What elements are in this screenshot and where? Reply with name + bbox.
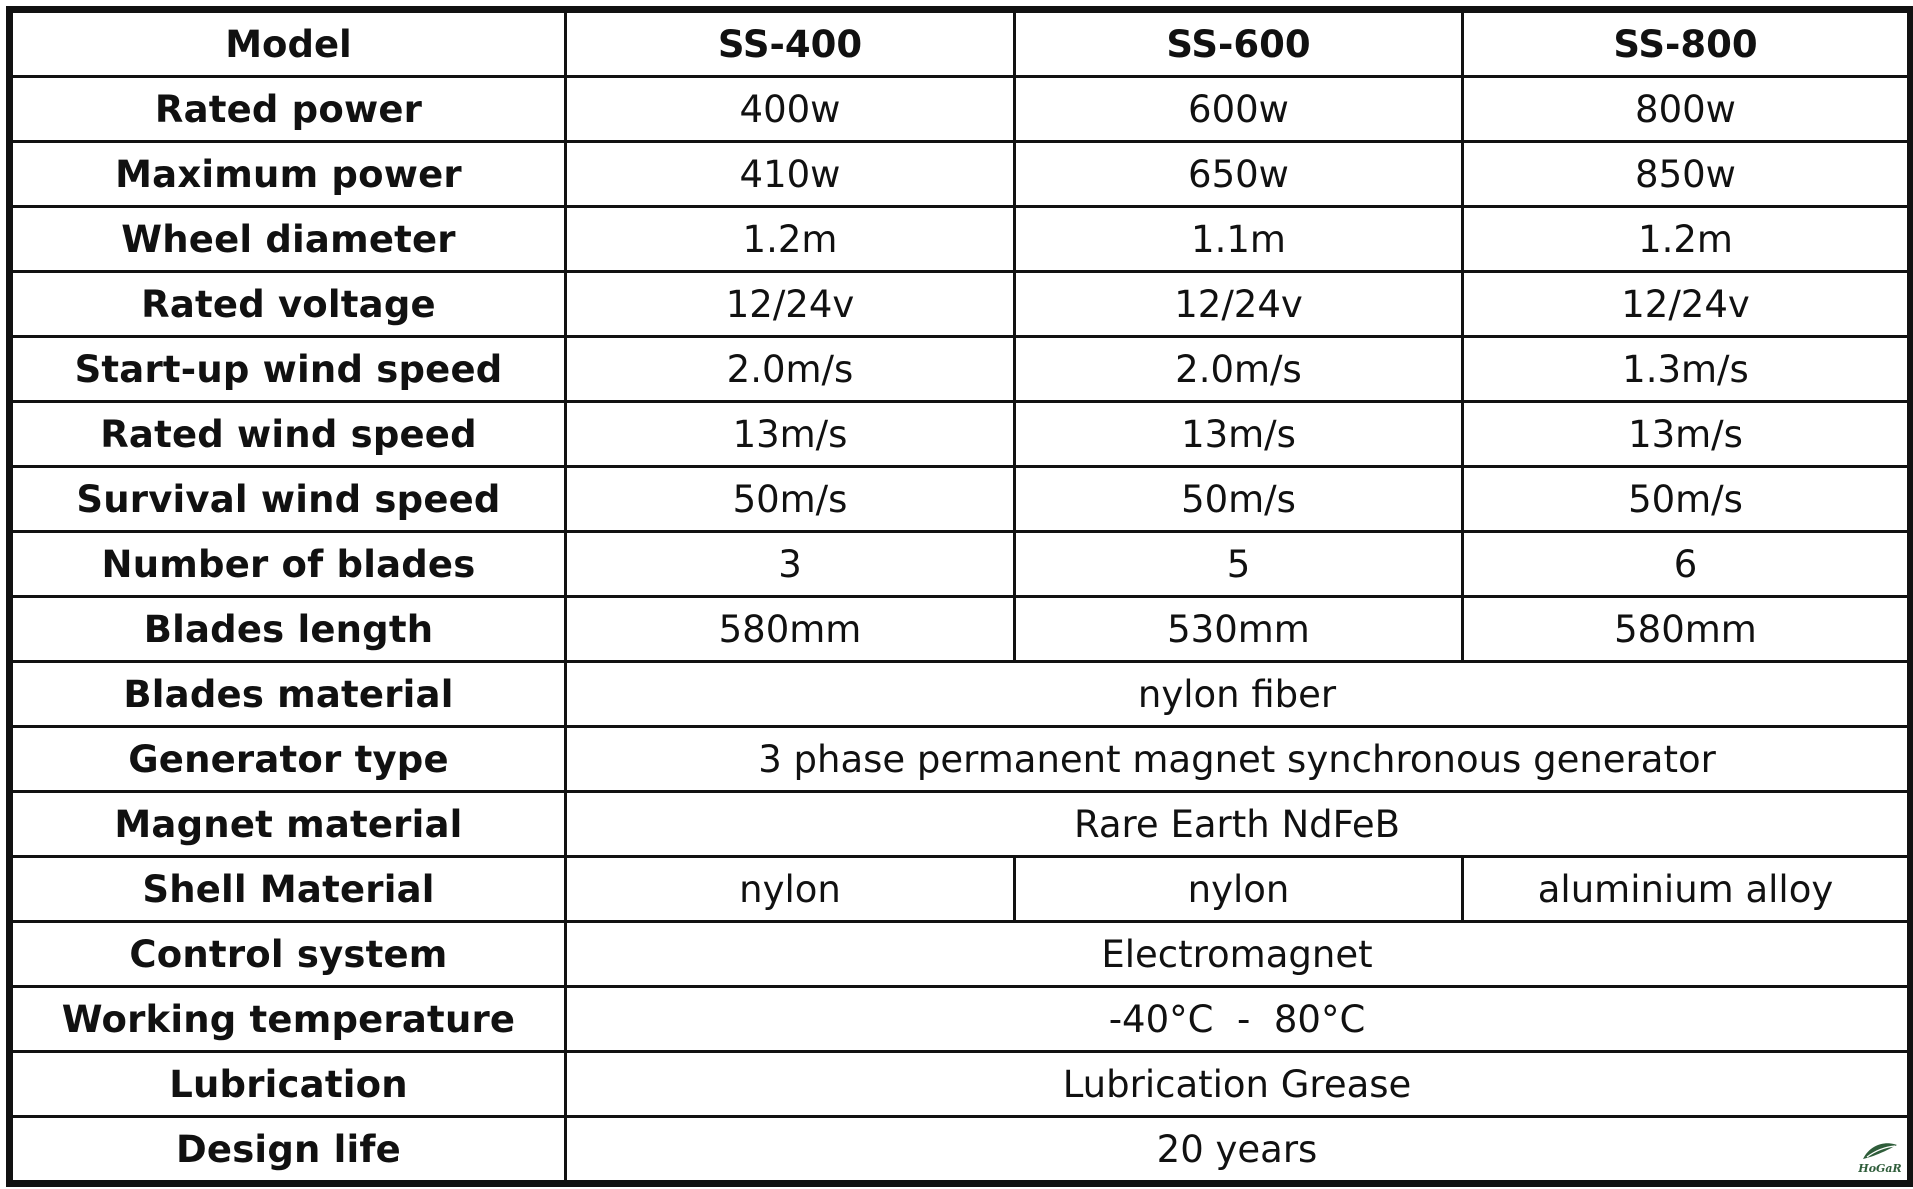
header-model-ss-600: SS-600 bbox=[1015, 10, 1463, 77]
row-label: Wheel diameter bbox=[10, 207, 566, 272]
table-row-rated-wind-speed bbox=[10, 402, 1911, 467]
cell-value: 580mm bbox=[566, 597, 1015, 662]
cell-value: 6 bbox=[1463, 532, 1911, 597]
table-row-wheel-diameter bbox=[10, 207, 1911, 272]
cell-value: 50m/s bbox=[566, 467, 1015, 532]
row-label: Rated voltage bbox=[10, 272, 566, 337]
cell-value-spanning: 20 years bbox=[566, 1117, 1911, 1184]
cell-value-spanning: 3 phase permanent magnet synchronous generator bbox=[566, 727, 1911, 792]
table-row-rated-power bbox=[10, 77, 1911, 142]
cell-value: 1.2m bbox=[566, 207, 1015, 272]
table-header-row bbox=[10, 10, 1911, 77]
cell-value: 1.1m bbox=[1015, 207, 1463, 272]
row-label: Control system bbox=[10, 922, 566, 987]
cell-value-spanning: -40°C - 80°C bbox=[566, 987, 1911, 1052]
row-label: Blades material bbox=[10, 662, 566, 727]
leaf-logo-icon bbox=[1857, 1139, 1903, 1163]
cell-value: nylon bbox=[1015, 857, 1463, 922]
cell-value: 1.3m/s bbox=[1463, 337, 1911, 402]
spec-table bbox=[6, 6, 1913, 1187]
cell-value: 13m/s bbox=[1015, 402, 1463, 467]
row-label: Magnet material bbox=[10, 792, 566, 857]
row-label: Blades length bbox=[10, 597, 566, 662]
cell-value: aluminium alloy bbox=[1463, 857, 1911, 922]
table-row-magnet-material bbox=[10, 792, 1911, 857]
cell-value: 650w bbox=[1015, 142, 1463, 207]
table-row-shell-material bbox=[10, 857, 1911, 922]
table-row-survival-wind-speed bbox=[10, 467, 1911, 532]
cell-value: 2.0m/s bbox=[566, 337, 1015, 402]
header-label-model: Model bbox=[10, 10, 566, 77]
header-model-ss-400: SS-400 bbox=[566, 10, 1015, 77]
cell-value: 12/24v bbox=[566, 272, 1015, 337]
row-label: Lubrication bbox=[10, 1052, 566, 1117]
row-label: Number of blades bbox=[10, 532, 566, 597]
cell-value: 12/24v bbox=[1015, 272, 1463, 337]
row-label: Generator type bbox=[10, 727, 566, 792]
cell-value: 2.0m/s bbox=[1015, 337, 1463, 402]
table-row-blades-length bbox=[10, 597, 1911, 662]
header-model-ss-800: SS-800 bbox=[1463, 10, 1911, 77]
spec-table-frame bbox=[6, 6, 1907, 1183]
row-label: Rated wind speed bbox=[10, 402, 566, 467]
brand-logo bbox=[1857, 1139, 1903, 1179]
row-label: Shell Material bbox=[10, 857, 566, 922]
table-row-generator-type bbox=[10, 727, 1911, 792]
cell-value-spanning: Rare Earth NdFeB bbox=[566, 792, 1911, 857]
row-label: Working temperature bbox=[10, 987, 566, 1052]
cell-value: 50m/s bbox=[1015, 467, 1463, 532]
cell-value: 3 bbox=[566, 532, 1015, 597]
cell-value: 13m/s bbox=[1463, 402, 1911, 467]
table-row-control-system bbox=[10, 922, 1911, 987]
cell-value: 5 bbox=[1015, 532, 1463, 597]
cell-value: 600w bbox=[1015, 77, 1463, 142]
table-row-lubrication bbox=[10, 1052, 1911, 1117]
cell-value: 850w bbox=[1463, 142, 1911, 207]
cell-value: 400w bbox=[566, 77, 1015, 142]
cell-value-spanning: Electromagnet bbox=[566, 922, 1911, 987]
cell-value: 530mm bbox=[1015, 597, 1463, 662]
cell-value: 580mm bbox=[1463, 597, 1911, 662]
table-row-blades-material bbox=[10, 662, 1911, 727]
cell-value: 1.2m bbox=[1463, 207, 1911, 272]
table-row-rated-voltage bbox=[10, 272, 1911, 337]
row-label: Survival wind speed bbox=[10, 467, 566, 532]
row-label: Maximum power bbox=[10, 142, 566, 207]
table-row-number-of-blades bbox=[10, 532, 1911, 597]
table-row-start-up-wind-speed bbox=[10, 337, 1911, 402]
cell-value: 12/24v bbox=[1463, 272, 1911, 337]
cell-value: 410w bbox=[566, 142, 1015, 207]
cell-value-spanning: nylon fiber bbox=[566, 662, 1911, 727]
cell-value: 13m/s bbox=[566, 402, 1015, 467]
cell-value-spanning: Lubrication Grease bbox=[566, 1052, 1911, 1117]
cell-value: nylon bbox=[566, 857, 1015, 922]
row-label: Start-up wind speed bbox=[10, 337, 566, 402]
row-label: Rated power bbox=[10, 77, 566, 142]
logo-text: HoGaR bbox=[1858, 1162, 1902, 1175]
cell-value: 50m/s bbox=[1463, 467, 1911, 532]
cell-value: 800w bbox=[1463, 77, 1911, 142]
table-row-working-temperature bbox=[10, 987, 1911, 1052]
row-label: Design life bbox=[10, 1117, 566, 1184]
table-row-maximum-power bbox=[10, 142, 1911, 207]
table-row-design-life bbox=[10, 1117, 1911, 1184]
